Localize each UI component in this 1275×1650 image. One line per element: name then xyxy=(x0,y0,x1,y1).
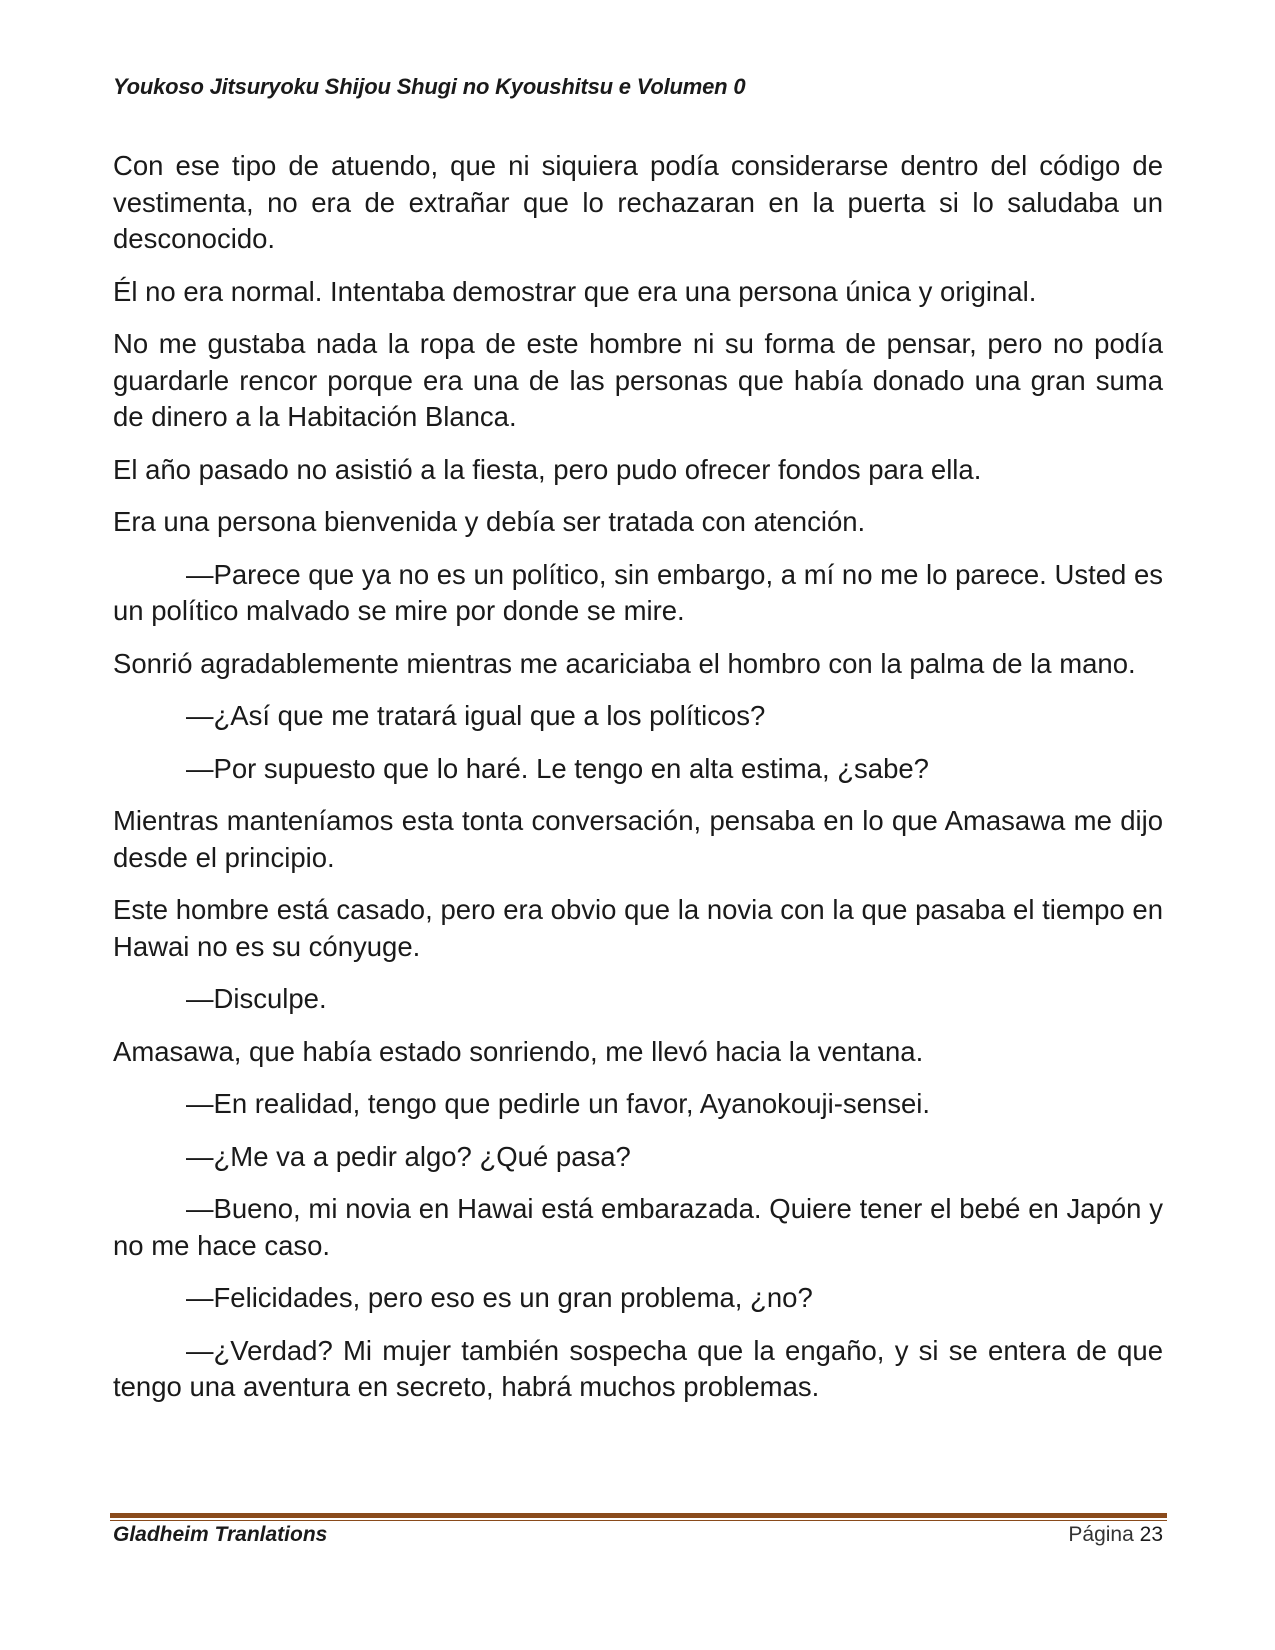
paragraph: Este hombre está casado, pero era obvio que la novia con la que pasaba el tiempo en Hawai no es su cónyuge. xyxy=(113,894,1163,962)
dialogue-line: —Por supuesto que lo haré. Le tengo en alta estima, ¿sabe? xyxy=(186,752,929,784)
paragraph: Con ese tipo de atuendo, que ni siquiera podía considerarse dentro del código de vestimenta, no era de extrañar que lo rechazaran en la puerta si lo saludaba un desconocido. xyxy=(113,150,1163,254)
dialogue-line: —Disculpe. xyxy=(186,983,327,1014)
dialogue-line: —Bueno, mi novia en Hawai está embarazada. Quiere tener el bebé en Japón y no me hace caso. xyxy=(113,1193,1163,1261)
dialogue-line: —Felicidades, pero eso es un gran problema, ¿no? xyxy=(186,1282,813,1313)
paragraph: El año pasado no asistió a la fiesta, pero pudo ofrecer fondos para ella. xyxy=(113,453,982,485)
paragraph: No me gustaba nada la ropa de este hombre ni su forma de pensar, pero no podía guardarle rencor porque era una de las personas que había donado una gran suma de dinero a la Habitación Blanca. xyxy=(113,328,1163,432)
footer-credit: Gladheim Tranlations xyxy=(113,1523,328,1546)
page-label: Página xyxy=(1068,1523,1134,1546)
paragraph: Amasawa, que había estado sonriendo, me llevó hacia la ventana. xyxy=(113,1035,924,1067)
footer-divider xyxy=(110,1513,1167,1521)
dialogue-line: —¿Así que me tratará igual que a los políticos? xyxy=(186,700,766,731)
paragraph: Era una persona bienvenida y debía ser tratada con atención. xyxy=(113,506,866,537)
page-number: 23 xyxy=(1139,1523,1163,1546)
paragraph: Mientras manteníamos esta tonta conversación, pensaba en lo que Amasawa me dijo desde el principio. xyxy=(113,805,1163,873)
page-number-block xyxy=(1068,1523,1163,1547)
paragraph: Él no era normal. Intentaba demostrar que era una persona única y original. xyxy=(113,275,1037,307)
paragraph: Sonrió agradablemente mientras me acariciaba el hombro con la palma de la mano. xyxy=(113,647,1136,679)
dialogue-line: —¿Verdad? Mi mujer también sospecha que la engaño, y si se entera de que tengo una aventura en secreto, habrá muchos problemas. xyxy=(113,1334,1163,1402)
page-body xyxy=(113,148,1163,1422)
footer-divider-thick xyxy=(110,1513,1167,1518)
dialogue-line: —¿Me va a pedir algo? ¿Qué pasa? xyxy=(186,1140,631,1172)
dialogue-line: —Parece que ya no es un político, sin embargo, a mí no me lo parece. Usted es un político malvado se mire por donde se mire. xyxy=(113,558,1163,626)
running-header: Youkoso Jitsuryoku Shijou Shugi no Kyoushitsu e Volumen 0 xyxy=(113,74,746,99)
dialogue-line: —En realidad, tengo que pedirle un favor, Ayanokouji-sensei. xyxy=(186,1088,931,1119)
footer-divider-thin xyxy=(110,1520,1167,1521)
